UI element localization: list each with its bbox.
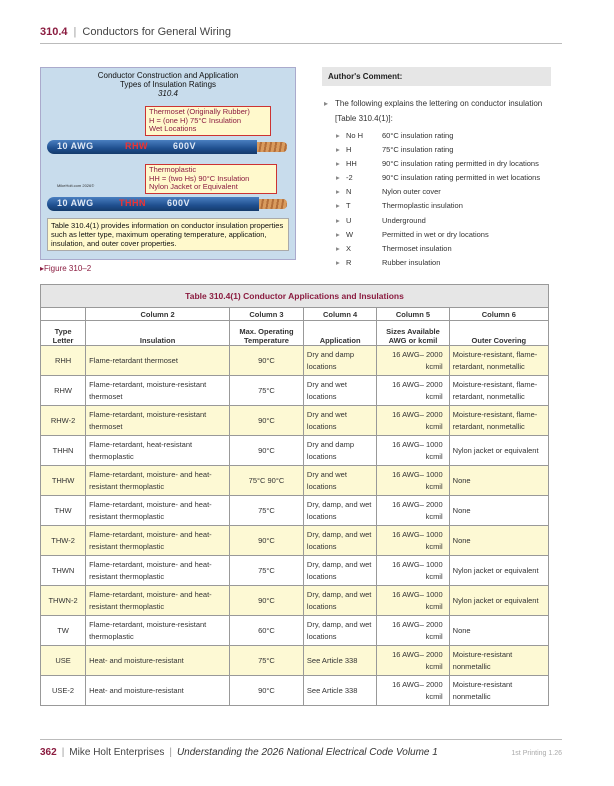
section-number: 310.4 — [40, 26, 68, 38]
letter-code-item — [346, 129, 551, 143]
table-cell: None — [449, 526, 548, 556]
letter-code-meaning: Permitted in wet or dry locations — [382, 229, 489, 239]
letter-code: H — [346, 145, 352, 155]
table-cell: Dry, damp, and wet locations — [303, 526, 376, 556]
table-cell: Flame-retardant, moisture- and heat-resistant thermoplastic — [86, 586, 230, 616]
table-cell: 90°C — [230, 346, 304, 376]
table-cell: 16 AWG– 1000 kcmil — [377, 586, 449, 616]
table-cell: THHW — [41, 466, 86, 496]
table-row — [41, 526, 549, 556]
table-cell: Moisture-resistant, flame-retardant, nonmetallic — [449, 406, 548, 436]
figure-title-ref: 310.4 — [157, 89, 179, 98]
letter-code-meaning: Underground — [382, 215, 426, 225]
letter-code-meaning: 60°C insulation rating — [382, 131, 454, 140]
table-cell: Nylon jacket or equivalent — [449, 586, 548, 616]
table-row — [41, 676, 549, 706]
table-cell: 60°C — [230, 616, 304, 646]
table-cell: Flame-retardant, moisture- and heat-resistant thermoplastic — [86, 496, 230, 526]
table-cell: 75°C 90°C — [230, 466, 304, 496]
table-cell: 16 AWG– 1000 kcmil — [377, 526, 449, 556]
thhn-wire: 10 AWG THHN 600V — [47, 197, 259, 211]
table-cell: 90°C — [230, 526, 304, 556]
table-cell: 16 AWG– 2000 kcmil — [377, 376, 449, 406]
letter-code: N — [346, 187, 352, 197]
letter-code: X — [346, 243, 352, 253]
table-cell: Flame-retardant, moisture- and heat-resistant thermoplastic — [86, 466, 230, 496]
letter-code: HH — [346, 159, 357, 169]
table-cell: Moisture-resistant, flame-retardant, nonmetallic — [449, 346, 548, 376]
letter-code-item — [346, 228, 551, 242]
letter-code-meaning: Thermoplastic insulation — [382, 201, 463, 211]
letter-code: No H — [346, 131, 364, 140]
table-cell: 90°C — [230, 406, 304, 436]
table-cell: Dry and wet locations — [303, 466, 376, 496]
running-header: 310.4 | Conductors for General Wiring — [40, 26, 231, 38]
table-cell: 90°C — [230, 676, 304, 706]
table-cell: See Article 338 — [303, 646, 376, 676]
table-cell: 75°C — [230, 496, 304, 526]
column-number-header: Column 3 — [230, 308, 304, 321]
rhw-wire: 10 AWG RHW 600V — [47, 140, 257, 154]
letter-code-meaning: 90°C insulation rating permitted in dry locations — [382, 159, 539, 169]
authors-comment-intro: ▸ The following explains the lettering on conductor insulation [Table 310.4(1)]: — [322, 96, 551, 126]
table-cell: Flame-retardant, moisture-resistant thermoplastic — [86, 616, 230, 646]
table-cell: 16 AWG– 2000 kcmil — [377, 496, 449, 526]
column-header: Outer Covering — [449, 321, 548, 346]
table-cell: Flame-retardant, moisture-resistant thermoset — [86, 376, 230, 406]
table-row — [41, 616, 549, 646]
column-header: Sizes Available AWG or kcmil — [377, 321, 449, 346]
table-cell: 16 AWG– 2000 kcmil — [377, 676, 449, 706]
table-cell: 16 AWG– 1000 kcmil — [377, 466, 449, 496]
publisher: Mike Holt Enterprises — [69, 747, 165, 758]
printing-note: 1st Printing 1.26 — [511, 750, 562, 757]
letter-code: W — [346, 229, 354, 239]
running-footer: 362 | Mike Holt Enterprises | Understanding the 2026 National Electrical Code Volume 1 — [40, 747, 438, 758]
letter-code-item — [346, 242, 551, 256]
table-cell: THW-2 — [41, 526, 86, 556]
letter-code-meaning: 75°C insulation rating — [382, 145, 454, 155]
letter-code: -2 — [346, 173, 353, 183]
table-row — [41, 466, 549, 496]
thhn-copper-strands — [259, 199, 287, 209]
table-row — [41, 376, 549, 406]
column-number-header: Column 5 — [377, 308, 449, 321]
table-cell: Dry and damp locations — [303, 436, 376, 466]
letter-code: R — [346, 257, 352, 267]
table-cell: None — [449, 466, 548, 496]
letter-code-meaning: Thermoset insulation — [382, 243, 452, 253]
letter-code-meaning: Nylon outer cover — [382, 187, 441, 197]
table-row — [41, 586, 549, 616]
table-cell: None — [449, 616, 548, 646]
table-cell: THWN — [41, 556, 86, 586]
table-cell: 75°C — [230, 646, 304, 676]
column-header: Type Letter — [41, 321, 86, 346]
figure-title: Conductor Construction and Application Types of Insulation Ratings 310.4 — [41, 71, 295, 98]
table-cell: Nylon jacket or equivalent — [449, 556, 548, 586]
table-cell: Dry, damp, and wet locations — [303, 496, 376, 526]
thhn-callout-box: Thermoplastic HH = (two Hs) 90°C Insulation Nylon Jacket or Equivalent — [145, 164, 277, 194]
table-cell: Dry, damp, and wet locations — [303, 616, 376, 646]
table-row — [41, 556, 549, 586]
letter-code-item — [346, 143, 551, 157]
table-cell: Nylon jacket or equivalent — [449, 436, 548, 466]
table-cell: Dry and wet locations — [303, 406, 376, 436]
rhw-callout-box: Thermoset (Originally Rubber) H = (one H) 75°C Insulation Wet Locations — [145, 106, 271, 136]
table-cell: Dry and wet locations — [303, 376, 376, 406]
table-row — [41, 646, 549, 676]
footer-rule — [40, 739, 562, 740]
table-row — [41, 346, 549, 376]
table-row — [41, 406, 549, 436]
table-cell: THWN-2 — [41, 586, 86, 616]
table-cell: RHH — [41, 346, 86, 376]
column-number-header — [41, 308, 86, 321]
table-cell: TW — [41, 616, 86, 646]
table-cell: 16 AWG– 1000 kcmil — [377, 436, 449, 466]
figure-credit: MikeHolt.com 2026© — [57, 183, 95, 188]
table-cell: Flame-retardant, moisture- and heat-resistant thermoplastic — [86, 526, 230, 556]
table-cell: Flame-retardant, moisture-resistant thermoset — [86, 406, 230, 436]
table-cell: Flame-retardant, heat-resistant thermoplastic — [86, 436, 230, 466]
table-cell: 75°C — [230, 376, 304, 406]
page-number: 362 — [40, 747, 57, 758]
authors-comment — [322, 67, 551, 270]
table-cell: RHW-2 — [41, 406, 86, 436]
letter-code-item — [346, 256, 551, 270]
table-cell: THW — [41, 496, 86, 526]
letter-code: U — [346, 215, 352, 225]
letter-code-item — [346, 214, 551, 228]
table-cell: 16 AWG– 2000 kcmil — [377, 346, 449, 376]
table-cell: None — [449, 496, 548, 526]
table-cell: Moisture-resistant nonmetallic — [449, 646, 548, 676]
letter-code-item — [346, 157, 551, 171]
table-cell: Moisture-resistant, flame-retardant, nonmetallic — [449, 376, 548, 406]
table-cell: 16 AWG– 2000 kcmil — [377, 406, 449, 436]
letter-code-meaning: Rubber insulation — [382, 257, 441, 267]
column-number-header: Column 2 — [86, 308, 230, 321]
rhw-copper-strands — [257, 142, 287, 152]
table-cell: Heat- and moisture-resistant — [86, 676, 230, 706]
table-cell: 16 AWG– 2000 kcmil — [377, 616, 449, 646]
column-number-header: Column 4 — [303, 308, 376, 321]
table-cell: 75°C — [230, 556, 304, 586]
letter-code-list — [346, 129, 551, 270]
table-cell: 16 AWG– 1000 kcmil — [377, 556, 449, 586]
letter-code: T — [346, 201, 351, 211]
table-title: Table 310.4(1) Conductor Applications and Insulations — [41, 285, 549, 308]
letter-code-item — [346, 171, 551, 185]
letter-code-meaning: 90°C insulation rating permitted in wet locations — [382, 173, 541, 183]
column-number-header: Column 6 — [449, 308, 548, 321]
table-cell: Moisture-resistant nonmetallic — [449, 676, 548, 706]
header-rule — [40, 43, 562, 44]
table-cell: Flame-retardant thermoset — [86, 346, 230, 376]
letter-code-item — [346, 185, 551, 199]
table-cell: See Article 338 — [303, 676, 376, 706]
table-cell: 90°C — [230, 436, 304, 466]
book-title: Understanding the 2026 National Electrical Code Volume 1 — [176, 747, 438, 758]
table-row — [41, 496, 549, 526]
table-cell: 90°C — [230, 586, 304, 616]
table-cell: USE — [41, 646, 86, 676]
column-header: Max. Operating Temperature — [230, 321, 304, 346]
column-header: Insulation — [86, 321, 230, 346]
table-cell: USE-2 — [41, 676, 86, 706]
letter-code-item — [346, 199, 551, 213]
figure-illustration — [40, 67, 296, 260]
table-cell: 16 AWG– 2000 kcmil — [377, 646, 449, 676]
column-header: Application — [303, 321, 376, 346]
table-cell: Dry and damp locations — [303, 346, 376, 376]
table-cell: RHW — [41, 376, 86, 406]
authors-comment-heading: Author's Comment: — [322, 67, 551, 86]
figure-label: ▸Figure 310–2 — [40, 264, 92, 273]
table-cell: Flame-retardant, moisture- and heat-resistant thermoplastic — [86, 556, 230, 586]
table-cell: THHN — [41, 436, 86, 466]
figure-caption-box: Table 310.4(1) provides information on conductor insulation properties such as letter type, maximum operating temperature, application, insulation, and outer cover properties. — [47, 218, 289, 251]
table-cell: Heat- and moisture-resistant — [86, 646, 230, 676]
section-title: Conductors for General Wiring — [82, 26, 231, 38]
table-row — [41, 436, 549, 466]
conductor-table — [40, 284, 549, 706]
table-cell: Dry, damp, and wet locations — [303, 556, 376, 586]
table-cell: Dry, damp, and wet locations — [303, 586, 376, 616]
